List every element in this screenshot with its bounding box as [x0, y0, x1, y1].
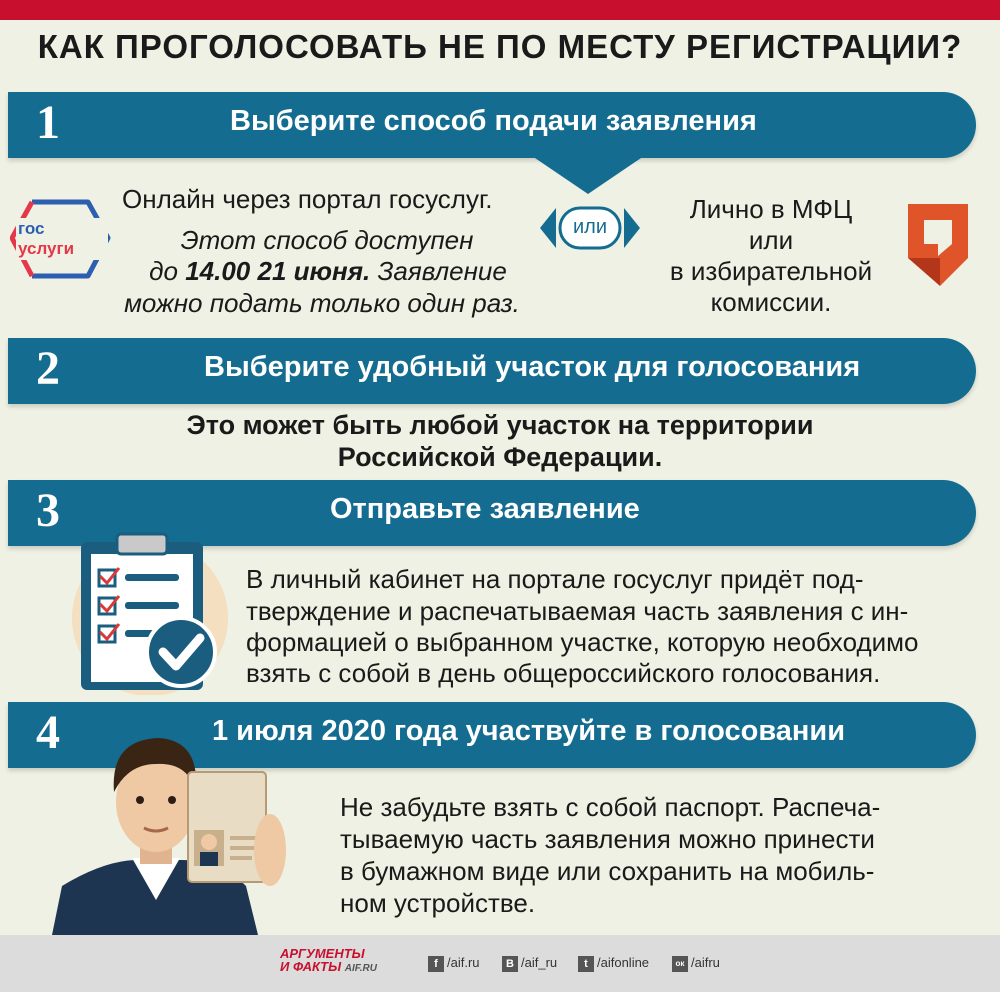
step-3-line-3: формацией о выбранном участке, которую необходимо [246, 627, 919, 657]
twitter-icon: t [578, 956, 594, 972]
gosuslugi-logo-uslugi: услуги [18, 239, 75, 258]
vk-link[interactable]: В /aif_ru [502, 955, 557, 972]
offline-line-3: в избирательной [669, 256, 873, 286]
top-accent-bar [0, 0, 1000, 20]
vk-icon: В [502, 956, 518, 972]
step-2-band [8, 338, 976, 404]
or-label: или [572, 216, 607, 238]
clipboard-checklist-illustration [55, 530, 245, 695]
step-4-label: 1 июля 2020 года участвуйте в голосовании [212, 715, 846, 747]
step-4-line-2: тываемую часть заявления можно принести [340, 824, 875, 854]
step-4-line-1: Не забудьте взять с собой паспорт. Распеча- [340, 792, 881, 822]
step-2-text-line-1: Это может быть любой участок на территории [186, 410, 814, 440]
step-3-line-4: взять с собой в день общероссийского голосования. [246, 658, 881, 688]
footer [0, 935, 1000, 992]
step-3-label: Отправьте заявление [330, 493, 640, 525]
step-3-line-2: тверждение и распечатываемая часть заявления с ин- [246, 596, 909, 626]
step-4-line-3: в бумажном виде или сохранить на мобиль- [340, 856, 875, 886]
step-2-label: Выберите удобный участок для голосования [204, 351, 861, 383]
online-heading: Онлайн через портал госуслуг. [122, 184, 493, 214]
online-line-2: до 14.00 21 июня. Заявление [149, 256, 507, 286]
step-2-text-line-2: Российской Федерации. [337, 442, 663, 472]
step-1-band [8, 92, 976, 158]
down-arrow-icon [532, 156, 644, 196]
facebook-icon: f [428, 956, 444, 972]
odnoklassniki-link[interactable]: ок /aifru [672, 955, 720, 972]
odnoklassniki-icon: ок [672, 956, 688, 972]
gosuslugi-logo [10, 190, 114, 290]
step-3-number: 3 [36, 484, 60, 537]
offline-line-2: или [748, 225, 794, 255]
step-4-line-4: ном устройстве. [340, 888, 536, 918]
step-2-number: 2 [36, 342, 60, 395]
page-title: КАК ПРОГОЛОСОВАТЬ НЕ ПО МЕСТУ РЕГИСТРАЦИИ? [37, 28, 963, 65]
step-1-label: Выберите способ подачи заявления [230, 105, 757, 137]
mfc-logo [900, 198, 975, 294]
facebook-link[interactable]: f /aif.ru [428, 955, 480, 972]
online-line-1: Этот способ доступен [180, 225, 474, 255]
man-with-passport-illustration [48, 710, 288, 935]
twitter-link[interactable]: t /aifonline [578, 955, 649, 972]
aif-brand-logo[interactable]: АРГУМЕНТЫ И ФАКТЫ AIF.RU [280, 946, 377, 974]
gosuslugi-logo-gos: гос [18, 219, 45, 238]
step-1-number: 1 [36, 96, 60, 149]
step-3-line-1: В личный кабинет на портале госуслуг придёт под- [246, 564, 864, 594]
offline-line-4: комиссии. [710, 287, 832, 317]
offline-line-1: Лично в МФЦ [689, 194, 853, 224]
step-4-number: 4 [36, 706, 60, 759]
online-line-3: можно подать только один раз. [124, 288, 520, 318]
